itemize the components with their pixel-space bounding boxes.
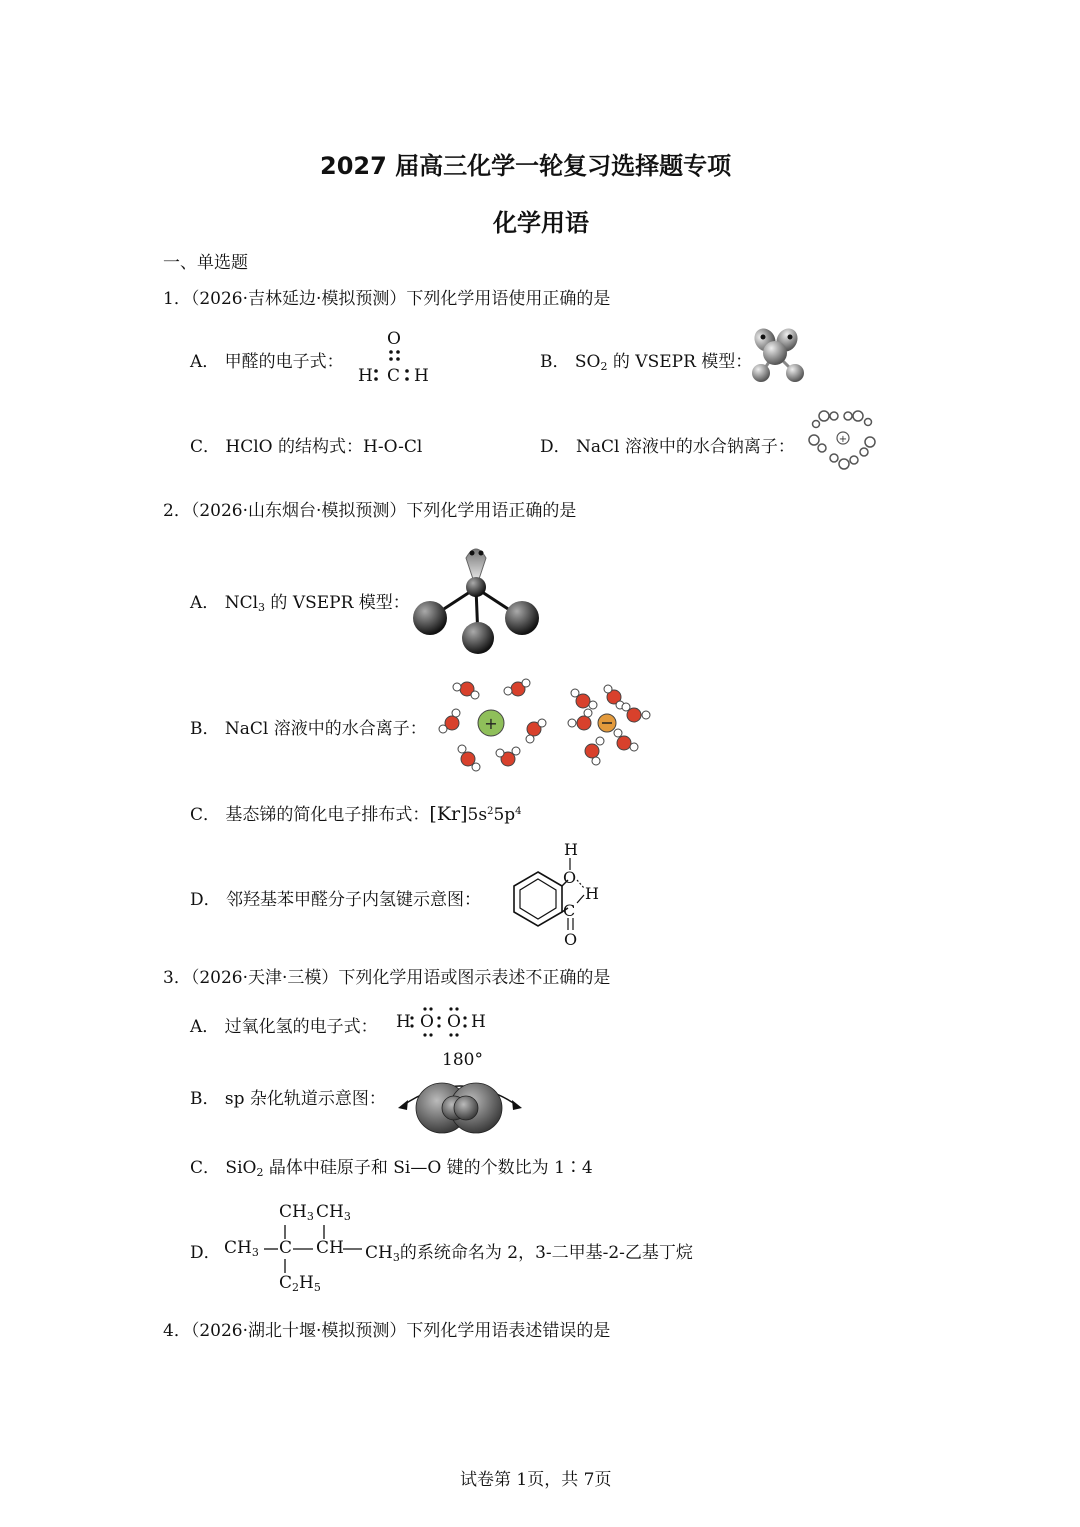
q2-d-c: C — [563, 901, 576, 920]
q2-option-b: B． NaCl 溶液中的水合离子： — [190, 719, 427, 739]
q1-option-c: C． HClO 的结构式：H-O-Cl — [190, 437, 423, 457]
q4-stem: 4．（2026·湖北十堰·模拟预测）下列化学用语表述错误的是 — [163, 1321, 611, 1341]
q1-a-c: C — [387, 366, 401, 386]
q3-a-o2: O — [447, 1012, 461, 1032]
section-heading: 一、单选题 — [163, 253, 248, 273]
q1-a-o: O — [387, 329, 401, 349]
q3-option-b: B． sp 杂化轨道示意图： — [190, 1089, 386, 1109]
q3-option-d-label: D． — [190, 1243, 221, 1263]
q2-c-5p: 5p — [493, 805, 516, 825]
q3-d-text: 的系统命名为 2，3-二甲基-2-乙基丁烷 — [399, 1243, 693, 1263]
q2-a-sub: 3 — [258, 601, 266, 614]
q3-d-bonds — [0, 0, 1, 1]
hydrated-ions-image — [438, 677, 658, 772]
hydrated-sodium-ion-image — [808, 408, 878, 472]
q3-c-formula: SiO — [225, 1158, 257, 1178]
q2-d-h-top: H — [564, 840, 578, 859]
q3-a-h2: H — [471, 1012, 486, 1032]
q1-stem: 1．（2026·吉林延边·模拟预测）下列化学用语使用正确的是 — [163, 289, 611, 309]
q1-a-h-left: H — [358, 366, 373, 386]
q3-d-right: $CH_3$的系统命名为 2，3-二甲基-2-乙基丁烷 — [365, 1243, 693, 1264]
q2-a-label: A． — [190, 593, 225, 613]
q2-c-5p-sup: 4 — [515, 806, 522, 817]
q2-c-core: [Kr] — [429, 803, 468, 825]
q3-d-c1: C — [279, 1238, 293, 1258]
q2-option-d: D． 邻羟基苯甲醛分子内氢键示意图： — [190, 890, 482, 910]
q1-option-d: D． NaCl 溶液中的水合钠离子： — [540, 437, 795, 457]
q3-c-text: 晶体中硅原子和 Si—O 键的个数比为 1∶4 — [263, 1158, 593, 1178]
q2-stem: 2．（2026·山东烟台·模拟预测）下列化学用语正确的是 — [163, 501, 577, 521]
q2-c-5s-sup: 2 — [487, 806, 494, 817]
q2-a-text: 的 VSEPR 模型： — [265, 593, 410, 613]
q3-d-c2: CH — [316, 1238, 344, 1258]
q1-option-a: A． 甲醛的电子式： — [190, 352, 344, 372]
so2-vsepr-model-image — [745, 325, 815, 385]
ncl3-vsepr-model-image — [410, 540, 550, 660]
q1-b-text: 的 VSEPR 模型： — [607, 352, 753, 372]
q1-b-sub: 2 — [600, 360, 608, 373]
q3-d-top1: $CH_3$ — [279, 1202, 314, 1223]
q3-c-sub: 2 — [256, 1166, 264, 1179]
q3-option-a: A． 过氧化氢的电子式： — [190, 1017, 378, 1037]
q3-a-h1: H — [396, 1012, 411, 1032]
q3-c-label: C． — [190, 1158, 226, 1178]
q2-d-o-bottom: O — [564, 930, 578, 949]
svg-text:+: + — [484, 714, 498, 733]
q3-d-left: $CH_3$ — [224, 1238, 259, 1259]
q1-a-h-right: H — [414, 366, 429, 386]
q3-stem: 3．（2026·天津·三模）下列化学用语或图示表述不正确的是 — [163, 968, 611, 988]
q3-d-bottom: $C_2H_5$ — [279, 1273, 321, 1294]
q3-a-o1: O — [420, 1012, 434, 1032]
page-footer: 试卷第 1页，共 7页 — [460, 1470, 612, 1490]
sp-angle-label: 180° — [442, 1050, 483, 1070]
q2-d-o-top: O — [563, 868, 577, 887]
q2-option-a — [190, 588, 410, 614]
q1-b-label: B． — [540, 352, 575, 372]
q1-option-b — [540, 347, 752, 373]
sp-hybrid-orbital-image — [398, 1070, 523, 1136]
q1-b-formula: SO — [574, 352, 601, 372]
q2-d-h-right: H — [585, 884, 599, 903]
q2-c-text: C． 基态锑的简化电子排布式： — [190, 805, 430, 825]
page-subtitle: 化学用语 — [493, 209, 589, 237]
q2-c-5s: 5s — [467, 805, 488, 825]
q3-d-top2: $CH_3$ — [316, 1202, 351, 1223]
q2-option-c — [190, 800, 522, 825]
q2-a-formula: NCl — [224, 593, 259, 613]
q3-option-c — [190, 1153, 593, 1179]
svg-text:+: + — [838, 434, 848, 445]
hydrogen-bond-benzene-ring — [508, 868, 568, 928]
page-title: 2027 届高三化学一轮复习选择题专项 — [320, 152, 732, 180]
